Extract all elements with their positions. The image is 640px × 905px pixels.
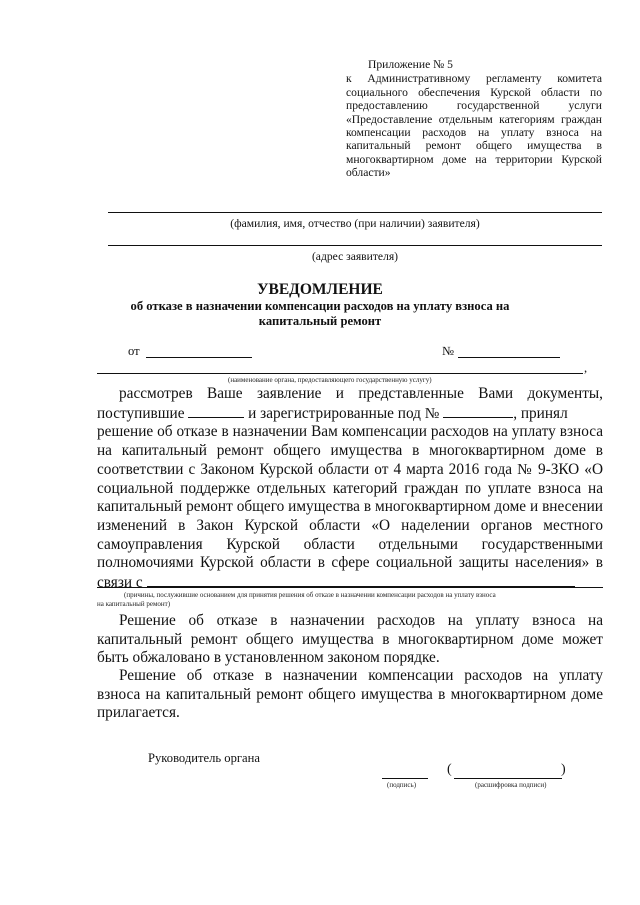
text-line: прилагается.: [97, 704, 180, 722]
signature-caption: (подпись): [387, 781, 417, 789]
appendix-line: капитальный ремонт общего имущества в: [346, 139, 602, 153]
applicant-address-caption: (адрес заявителя): [311, 250, 399, 263]
organization-line[interactable]: [97, 373, 583, 374]
text-line: на капитальный ремонт общего имущества в многоквартирном доме в: [97, 442, 603, 460]
document-subtitle-line2: капитальный ремонт: [258, 314, 382, 328]
applicant-name-line[interactable]: [108, 212, 602, 213]
registration-number-field[interactable]: [443, 404, 513, 418]
accepted-label: , принял: [513, 404, 568, 422]
decode-open-paren: (: [447, 762, 452, 777]
appendix-title: Приложение № 5: [368, 58, 453, 71]
appendix-line: к Административному регламенту комитета: [346, 72, 602, 86]
reasons-field[interactable]: [147, 573, 575, 587]
reasons-label: связи с: [97, 574, 143, 592]
signature-decode-field[interactable]: [454, 778, 562, 779]
text-line: соответствии с Законом Курской области от 4 марта 2016 года № 9-ЗКО «О: [97, 460, 603, 478]
appendix-line: компенсации расходов на уплату взноса на: [346, 126, 602, 140]
paragraph-2: [97, 612, 603, 668]
text-line: капитальный ремонт общего имущества в многоквартирном доме и внесении: [97, 498, 603, 516]
appendix-line: социального обеспечения Курской области по: [346, 85, 602, 99]
appendix-line: предоставлению государственной услуги: [346, 99, 602, 113]
appendix-block: [346, 58, 602, 180]
registered-label: и зарегистрированные под №: [248, 404, 440, 422]
text-line: самоуправления Курской области отдельными государственными: [97, 535, 603, 553]
text-line: взноса на капитальный ремонт общего имущества в многоквартирном доме: [97, 685, 603, 703]
appendix-line: области»: [346, 166, 391, 180]
text-line: полномочиями Курской области в сфере социальной защиты населения» в: [97, 554, 603, 572]
from-label: от: [128, 344, 140, 358]
appendix-line: «Предоставление отдельным категориям граждан: [346, 112, 602, 126]
reasons-line-2[interactable]: [97, 587, 603, 588]
received-label: поступившие: [97, 404, 185, 422]
organization-caption: (наименование органа, предоставляющего государственную услугу): [228, 376, 432, 384]
text-line-registration: [97, 404, 603, 424]
text-line-reasons: [97, 573, 603, 593]
date-field[interactable]: [146, 357, 252, 358]
document-title: УВЕДОМЛЕНИЕ: [257, 281, 383, 298]
signature-field[interactable]: [382, 778, 428, 779]
decode-close-paren: ): [561, 762, 566, 777]
head-of-agency-label: Руководитель органа: [148, 751, 260, 765]
text-line: капитальный ремонт общего имущества в многоквартирном доме может: [97, 630, 603, 648]
applicant-address-line[interactable]: [108, 245, 602, 246]
text-line: Решение об отказе в назначении компенсации расходов на уплату: [119, 667, 603, 684]
number-field[interactable]: [458, 357, 560, 358]
text-line: быть обжаловано в установленном законом порядке.: [97, 649, 440, 667]
paragraph-1: [97, 385, 603, 593]
text-line: решение об отказе в назначении Вам компенсации расходов на уплату взноса: [97, 423, 603, 441]
text-line: Решение об отказе в назначении расходов на уплату взноса на: [119, 612, 603, 629]
paragraph-3: [97, 667, 603, 723]
signature-decode-caption: (расшифровка подписи): [475, 781, 547, 789]
reasons-caption: (причины, послужившие основанием для принятия решения об отказе в назначении компенсации расходов на уплату взноса: [124, 591, 496, 599]
appendix-line: многоквартирном доме на территории Курской: [346, 152, 602, 166]
text-line: рассмотрев Ваше заявление и представленные Вами документы,: [119, 385, 603, 402]
text-line: изменений в Закон Курской области «О наделении органов местного: [97, 516, 603, 534]
reasons-caption-continued: на капитальный ремонт): [97, 600, 171, 608]
received-date-field[interactable]: [188, 404, 244, 418]
applicant-name-caption: (фамилия, имя, отчество (при наличии) заявителя): [230, 217, 480, 230]
text-line: социальной поддержке отдельных категорий граждан по уплате взноса на: [97, 479, 603, 497]
number-label: №: [442, 344, 455, 358]
organization-comma: ,: [584, 361, 588, 375]
document-subtitle-line1: об отказе в назначении компенсации расходов на уплату взноса на: [130, 299, 510, 313]
